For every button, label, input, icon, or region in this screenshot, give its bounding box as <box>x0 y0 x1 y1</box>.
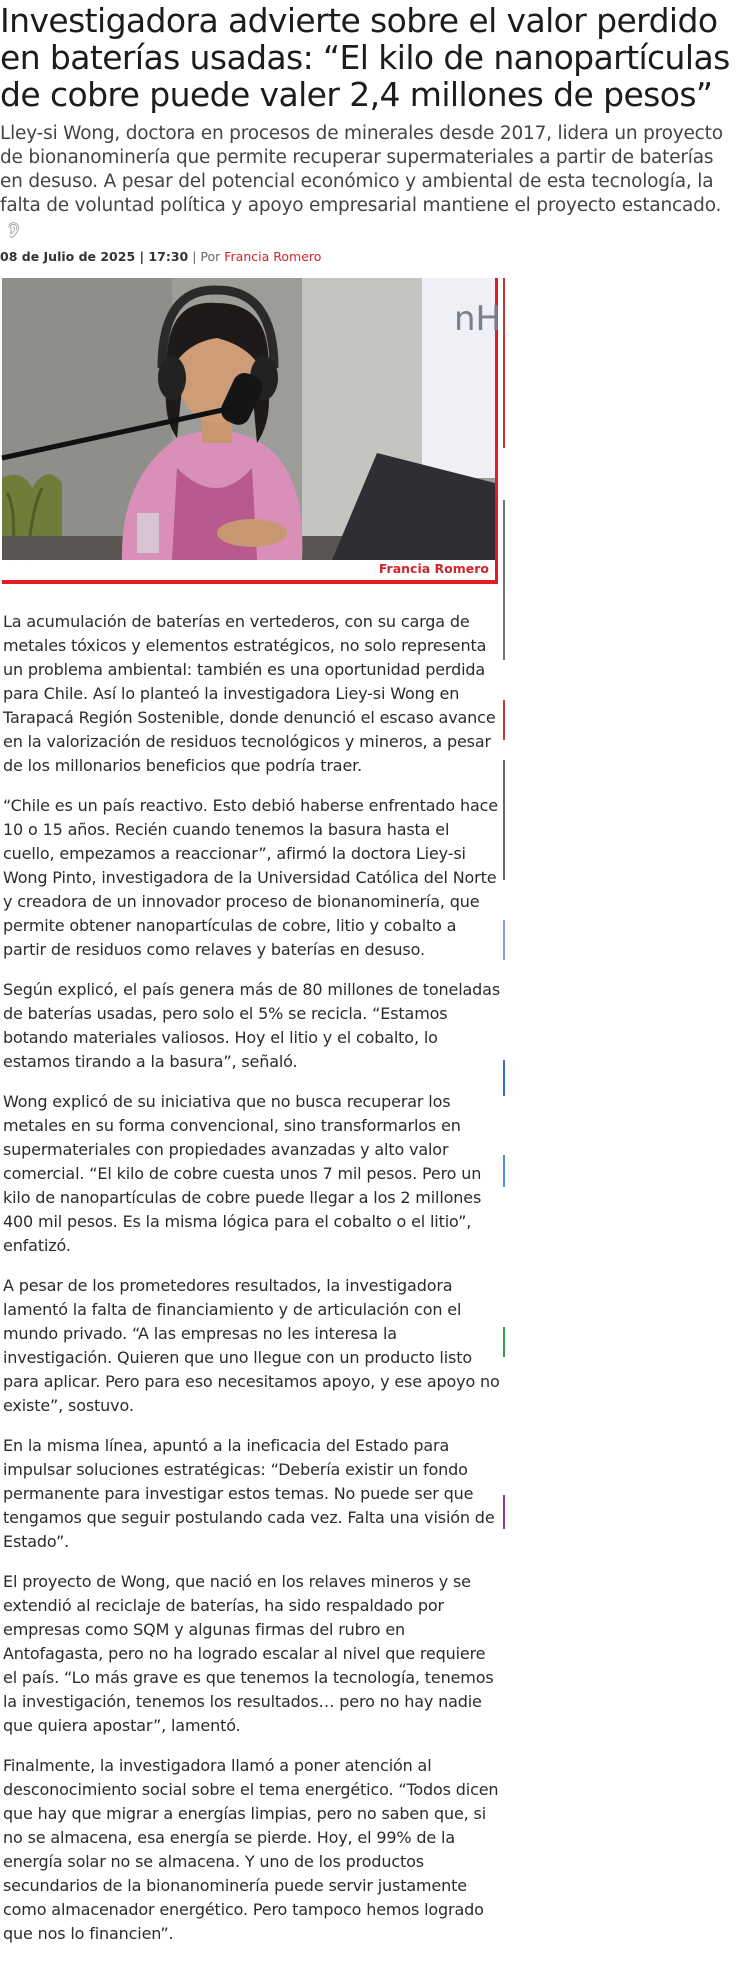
byline <box>0 249 321 264</box>
article-figure <box>2 278 502 584</box>
sidebar-edge <box>503 1495 505 1529</box>
sidebar-edge <box>503 1327 505 1357</box>
sidebar-edge <box>503 700 505 740</box>
photo-caption: Francia Romero <box>378 561 489 576</box>
article-paragraph: El proyecto de Wong, que nació en los relaves mineros y se extendió al reciclaje de baterías, ha sido respaldado por empresas como SQM y algunas firmas del rubro en Antofagasta, pero no ha logrado escalar al nivel que requiere el país. “Lo más grave es que tenemos la tecnología, tenemos la investigación, tenemos los resultados… pero no hay nadie que quiera apostar”, lamentó. <box>3 1572 494 1735</box>
sidebar-edge <box>503 920 505 960</box>
byline-separator: | Por <box>192 249 221 264</box>
article-paragraph: En la misma línea, apuntó a la ineficacia del Estado para impulsar soluciones estratégicas: “Debería existir un fondo permanente para investigar estos temas. No puede ser que tengamos que seguir postulando cada vez. Falta una visión de Estado”. <box>3 1436 495 1551</box>
sidebar-edge <box>503 278 505 448</box>
article-body <box>3 610 500 1962</box>
sidebar-edge <box>503 500 505 660</box>
article-paragraph: Según explicó, el país genera más de 80 millones de toneladas de baterías usadas, pero solo el 5% se recicla. “Estamos botando materiales valiosos. Hoy el litio y el cobalto, lo estamos tirando a la basura”, señaló. <box>3 980 501 1071</box>
article-lede <box>0 122 740 242</box>
article-paragraph: “Chile es un país reactivo. Esto debió haberse enfrentado hace 10 o 15 años. Recién cuando tenemos la basura hasta el cuello, empezamos a reaccionar”, afirmó la doctora Liey-si Wong Pinto, investigadora de la Universidad Católica del Norte y creadora de un innovador proceso de bionanominería, que permite obtener nanopartículas de cobre, litio y cobalto a partir de residuos como relaves y baterías en desuso. <box>3 796 498 959</box>
article-paragraph: A pesar de los prometedores resultados, la investigadora lamentó la falta de financiamiento y de articulación con el mundo privado. “A las empresas no les interesa la investigación. Quieren que uno llegue con un producto listo para aplicar. Pero para eso necesitamos apoyo, y ese apoyo no existe”, sostuvo. <box>3 1276 500 1415</box>
article-paragraph: Wong explicó de su iniciativa que no busca recuperar los metales en su forma convencional, sino transformarlos en supermateriales con propiedades avanzadas y alto valor comercial. “El kilo de cobre cuesta unos 7 mil pesos. Pero un kilo de nanopartículas de cobre puede llegar a los 2 millones 400 mil pesos. Es la misma lógica para el cobalto o el litio”, enfatizó. <box>3 1092 482 1255</box>
article-headline: Investigadora advierte sobre el valor perdido en baterías usadas: “El kilo de nanopartículas de cobre puede valer 2,4 millones de pesos” <box>0 1 730 114</box>
sidebar-edge <box>503 1155 505 1187</box>
lede-text: Lley-si Wong, doctora en procesos de minerales desde 2017, lidera un proyecto de bionanominería que permite recuperar supermateriales a partir de baterías en desuso. A pesar del potencial económico y ambiental de esta tecnología, la falta de voluntad política y apoyo empresarial mantiene el proyecto estancado. <box>0 123 723 216</box>
publish-date: 08 de Julio de 2025 | 17:30 <box>0 249 189 264</box>
article-paragraph: Finalmente, la investigadora llamó a poner atención al desconocimiento social sobre el tema energético. “Todos dicen que hay que migrar a energías limpias, pero no saben que, si no se almacena, esa energía se pierde. Hoy, el 99% de la energía solar no se almacena. Y uno de los productos secundarios de la bionanominería puede servir justamente como almacenador energético. Pero tampoco hemos logrado que nos lo financien”. <box>3 1756 499 1943</box>
ear-listen-icon[interactable]: 👂︎ <box>4 221 23 239</box>
sidebar-edge <box>503 760 505 880</box>
sidebar-edge <box>503 1060 505 1096</box>
svg-text:nH: nH <box>454 299 502 339</box>
article-photo <box>2 278 502 560</box>
author-link[interactable]: Francia Romero <box>224 249 322 264</box>
article-paragraph: La acumulación de baterías en vertederos, con su carga de metales tóxicos y elementos estratégicos, no solo representa un problema ambiental: también es una oportunidad perdida para Chile. Así lo planteó la investigadora Liey-si Wong en Tarapacá Región Sostenible, donde denunció el escaso avance en la valorización de residuos tecnológicos y mineros, a pesar de los millonarios beneficios que podría traer. <box>3 612 496 775</box>
